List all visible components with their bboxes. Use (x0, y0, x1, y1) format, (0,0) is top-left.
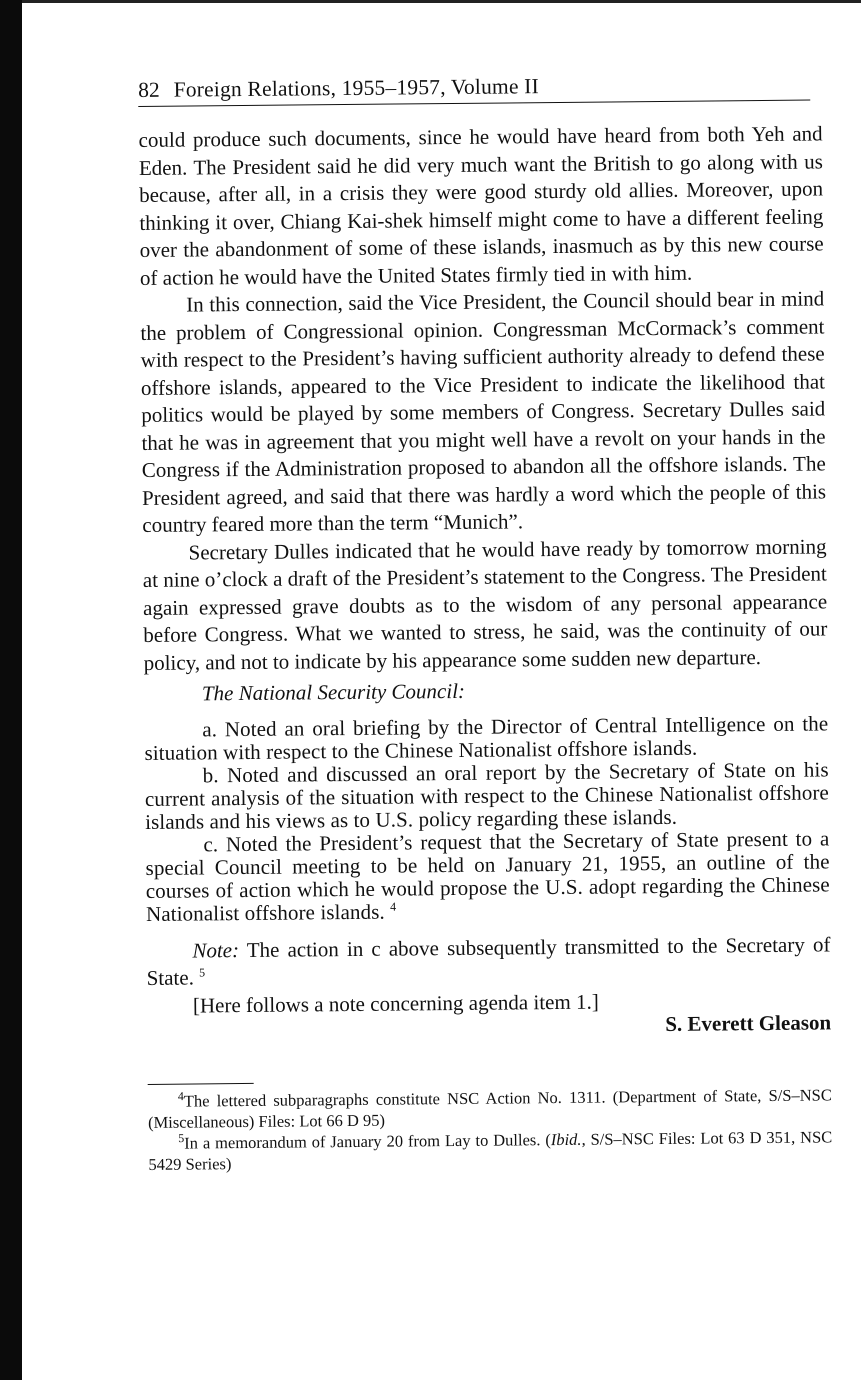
footnote-5-text-a: In a memorandum of January 20 from Lay to Dulles. ( (184, 1129, 551, 1153)
footnote-5-marker: 5 (178, 1130, 185, 1145)
footnote-4 (148, 1084, 832, 1133)
action-a: a. Noted an oral briefing by the Director of Central Intelligence on the situation with respect to the Chinese Nationalist offshore islands. (144, 710, 829, 765)
footnote-ref-4: 4 (390, 899, 397, 914)
note-paragraph (146, 931, 830, 993)
action-c (145, 827, 830, 926)
scan-edge-top (22, 0, 861, 3)
paragraph-secretary-dulles: Secretary Dulles indicated that he would have ready by tomorrow morning at nine o’clock a draft of the President’s statement to the Congress. The President again expressed grave doubts as to the wisdom of any personal appearance before Congress. What we wanted to stress, he said, was the continuity of our policy, and not to indicate by his appearance some sudden new departure. (142, 533, 828, 675)
footnote-5 (148, 1126, 832, 1175)
footnote-ref-5: 5 (199, 965, 206, 980)
scan-edge-left (0, 0, 22, 1380)
running-header (138, 70, 810, 107)
footnote-4-text: The lettered subparagraphs constitute NSC Action No. 1311. (Department of State, S/S–NSC (Miscellaneous) Files: Lot 66 D 95) (147, 1084, 832, 1132)
note-text: The action in c above subsequently transmitted to the Secretary of State. (146, 931, 831, 990)
footnote-5-ibid: Ibid. (550, 1129, 582, 1149)
council-actions (144, 712, 830, 926)
signature: S. Everett Gleason (665, 1010, 832, 1036)
body-text (138, 120, 831, 1043)
footnote-divider (148, 1082, 254, 1084)
document-page (138, 69, 833, 1174)
agenda-note: [Here follows a note concerning agenda item 1.] (192, 989, 599, 1018)
footnote-4-marker: 4 (177, 1088, 184, 1103)
action-b: b. Noted and discussed an oral report by the Secretary of State on his current analysis of the situation with respect to the Chinese Nationalist offshore islands and his views as to U.S. policy regarding these islands. (144, 756, 830, 834)
page-number: 82 (138, 77, 160, 102)
footnotes (148, 1084, 833, 1175)
action-c-text: c. Noted the President’s request that the Secretary of State present to a special Council meeting to be held on January 21, 1955, an outline of the courses of action which he would propose the U.S. adopt regarding the Chinese Nationalist offshore islands. (145, 825, 830, 926)
council-heading: The National Security Council: (201, 678, 466, 706)
paragraph-continuation: could produce such documents, since he would have heard from both Yeh and Eden. The President said he did very much want the British to go along with us because, after all, in a crisis they were good sturdy old allies. Moreover, upon thinking it over, Chiang Kai-shek himself might come to have a different feeling over the abandonment of some of these islands, inasmuch as by this new course of action he would have the United States firmly tied in with him. (138, 121, 824, 290)
footnote-5-text-b: , S/S–NSC Files: Lot 63 D 351, NSC 5429 Series) (148, 1126, 833, 1174)
paragraph-vice-president: In this connection, said the Vice President, the Council should bear in mind the problem of Congressional opinion. Congressman McCormack’s comment with respect to the President’s having sufficient authority already to defend these offshore islands, appeared to the Vice President to indicate the likelihood that politics would be played by some members of Congress. Secretary Dulles said that he was in agreement that you might well have a revolt on your hands in the Congress if the Administration proposed to abandon all the offshore islands. The President agreed, and said that there was hardly a word which the people of this country feared more than the term “Munich”. (140, 286, 827, 537)
running-title: Foreign Relations, 1955–1957, Volume II (173, 74, 540, 102)
note-label: Note: (192, 937, 240, 963)
